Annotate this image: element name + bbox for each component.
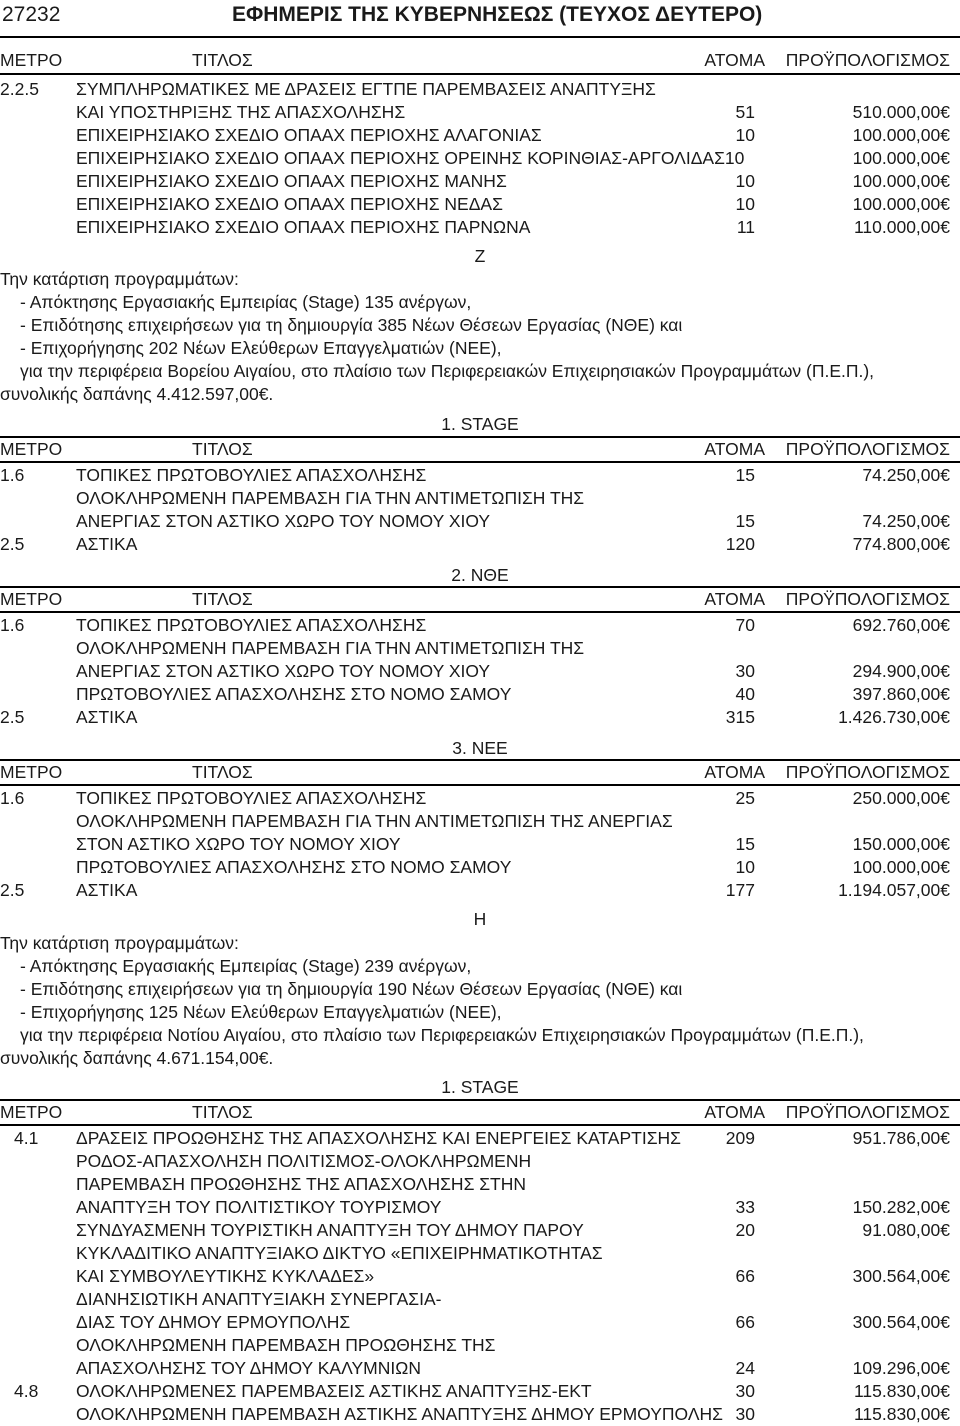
row-title: ΑΝΕΡΓΙΑΣ ΣΤΟΝ ΑΣΤΙΚΟ ΧΩΡΟ ΤΟΥ ΝΟΜΟΥ ΧΙΟΥ [76,661,491,681]
row-title: ΕΠΙΧΕΙΡΗΣΙΑΚΟ ΣΧΕΔΙΟ ΟΠΑΑΧ ΠΕΡΙΟΧΗΣ ΑΛΑΓΟΝΙΑΣ [76,125,542,145]
header-rule [0,36,960,38]
table-row [0,683,960,706]
row-atoma: 33 [735,1197,755,1217]
row-budget: 300.564,00€ [852,1266,950,1286]
row-budget: 100.000,00€ [852,171,950,191]
row-atoma: 25 [735,788,755,808]
table-row [0,1173,960,1196]
row-title: ΑΣΤΙΚΑ [76,880,138,900]
page-number: 27232 [2,3,61,26]
table-row [0,101,960,124]
row-budget: 774.800,00€ [852,534,950,554]
table-row [0,510,960,533]
row-budget: 100.000,00€ [852,125,950,145]
table-row [0,216,960,239]
col-title: ΤΙΤΛΟΣ [192,589,253,609]
table-row [0,170,960,193]
row-budget: 397.860,00€ [852,684,950,704]
table-row [0,193,960,216]
rule [0,461,960,463]
row-metro: 1.6 [0,788,25,808]
row-title: ΕΠΙΧΕΙΡΗΣΙΑΚΟ ΣΧΕΔΙΟ ΟΠΑΑΧ ΠΕΡΙΟΧΗΣ ΜΑΝΗΣ [76,171,507,191]
col-metro: ΜΕΤΡΟ [0,439,63,459]
row-atoma: 10 [735,125,755,145]
row-title: ΔΙΑΝΗΣΙΩΤΙΚΗ ΑΝΑΠΤΥΞΙΑΚΗ ΣΥΝΕΡΓΑΣΙΑ- [76,1289,442,1309]
col-title: ΤΙΤΛΟΣ [192,762,253,782]
col-budget: ΠΡΟΫΠΟΛΟΓΙΣΜΟΣ [785,762,950,782]
section-h-stage-heading: 1. STAGE [441,1077,519,1097]
row-atoma: 70 [735,615,755,635]
table-row [0,1219,960,1242]
col-atoma: ΑΤΟΜΑ [704,762,765,782]
row-metro: 2.5 [0,880,25,900]
col-budget: ΠΡΟΫΠΟΛΟΓΙΣΜΟΣ [785,589,950,609]
row-title: ΡΟΔΟΣ-ΑΠΑΣΧΟΛΗΣΗ ΠΟΛΙΤΙΣΜΟΣ-ΟΛΟΚΛΗΡΩΜΕΝΗ [76,1151,532,1171]
col-budget: ΠΡΟΫΠΟΛΟΓΙΣΜΟΣ [785,50,950,70]
row-atoma: 10 [735,171,755,191]
section-z-bullet-2: - Επιδότησης επιχειρήσεων για τη δημιουργία 385 Νέων Θέσεων Εργασίας (ΝΘΕ) και [20,315,683,335]
section-z-cost: συνολικής δαπάνης 4.412.597,00€. [0,384,274,404]
row-metro: 2.5 [0,534,25,554]
row-budget: 150.282,00€ [852,1197,950,1217]
row-metro: 1.6 [0,465,25,485]
table-row [0,533,960,556]
row-budget: 100.000,00€ [852,857,950,877]
row-title: ΤΟΠΙΚΕΣ ΠΡΩΤΟΒΟΥΛΙΕΣ ΑΠΑΣΧΟΛΗΣΗΣ [76,788,427,808]
row-budget: 110.000,00€ [853,217,950,237]
row-atoma: 66 [735,1312,755,1332]
table-row [0,78,960,101]
row-title: ΟΛΟΚΛΗΡΩΜΕΝΗ ΠΑΡΕΜΒΑΣΗ ΑΣΤΙΚΗΣ ΑΝΑΠΤΥΞΗΣ ΔΗΜΟΥ ΕΡΜΟΥΠΟΛΗΣ [76,1404,723,1424]
table-row [0,464,960,487]
row-title: ΑΝΑΠΤΥΞΗ ΤΟΥ ΠΟΛΙΤΙΣΤΙΚΟΥ ΤΟΥΡΙΣΜΟΥ [76,1197,442,1217]
column-header-rule [0,73,960,75]
col-metro: ΜΕΤΡΟ [0,50,63,70]
gazette-title: ΕΦΗΜΕΡΙΣ ΤΗΣ ΚΥΒΕΡΝΗΣΕΩΣ (ΤΕΥΧΟΣ ΔΕΥΤΕΡΟ) [232,3,763,26]
section-z-bullet-3: - Επιχορήγησης 202 Νέων Ελεύθερων Επαγγελματιών (ΝΕΕ), [20,338,502,358]
table-row [0,706,960,729]
row-atoma: 20 [735,1220,755,1240]
row-title: ΑΣΤΙΚΑ [76,707,138,727]
row-atoma: 30 [735,661,755,681]
col-title: ΤΙΤΛΟΣ [192,439,253,459]
row-title: ΣΥΜΠΛΗΡΩΜΑΤΙΚΕΣ ΜΕ ΔΡΑΣΕΙΣ ΕΓΤΠΕ ΠΑΡΕΜΒΑΣΕΙΣ ΑΝΑΠΤΥΞΗΣ [76,79,656,99]
row-budget: 74.250,00€ [862,465,950,485]
row-budget: 1.194.057,00€ [838,880,950,900]
row-title: ΚΑΙ ΥΠΟΣΤΗΡΙΞΗΣ ΤΗΣ ΑΠΑΣΧΟΛΗΣΗΣ [76,102,406,122]
table-row [0,833,960,856]
row-atoma: 10 [735,194,755,214]
table-row [0,1403,960,1426]
row-budget: 294.900,00€ [852,661,950,681]
row-budget: 115.830,00€ [853,1381,950,1401]
section-h-bullet-3: - Επιχορήγησης 125 Νέων Ελεύθερων Επαγγελματιών (ΝΕΕ), [20,1002,502,1022]
row-budget: 115.830,00€ [853,1404,950,1424]
row-title: ΕΠΙΧΕΙΡΗΣΙΑΚΟ ΣΧΕΔΙΟ ΟΠΑΑΧ ΠΕΡΙΟΧΗΣ ΠΑΡΝΩΝΑ [76,217,531,237]
column-header [0,761,960,784]
section-h-cost: συνολικής δαπάνης 4.671.154,00€. [0,1048,274,1068]
section-z-nee-heading: 3. ΝΕΕ [452,738,508,758]
row-title: ΟΛΟΚΛΗΡΩΜΕΝΗ ΠΑΡΕΜΒΑΣΗ ΓΙΑ ΤΗΝ ΑΝΤΙΜΕΤΩΠΙΣΗ ΤΗΣ [76,638,585,658]
col-atoma: ΑΤΟΜΑ [704,439,765,459]
table-row [0,1380,960,1403]
row-title: ΠΡΩΤΟΒΟΥΛΙΕΣ ΑΠΑΣΧΟΛΗΣΗΣ ΣΤΟ ΝΟΜΟ ΣΑΜΟΥ [76,857,512,877]
column-header [0,49,960,72]
table-row [0,487,960,510]
col-metro: ΜΕΤΡΟ [0,1102,63,1122]
table-row [0,856,960,879]
row-atoma: 15 [735,834,755,854]
column-header [0,438,960,461]
table-row [0,1265,960,1288]
row-title: ΠΑΡΕΜΒΑΣΗ ΠΡΟΩΘΗΣΗΣ ΤΗΣ ΑΠΑΣΧΟΛΗΣΗΣ ΣΤΗΝ [76,1174,527,1194]
rule [0,611,960,613]
row-title: ΣΤΟΝ ΑΣΤΙΚΟ ΧΩΡΟ ΤΟΥ ΝΟΜΟΥ ΧΙΟΥ [76,834,401,854]
col-metro: ΜΕΤΡΟ [0,589,63,609]
row-title: ΕΠΙΧΕΙΡΗΣΙΑΚΟ ΣΧΕΔΙΟ ΟΠΑΑΧ ΠΕΡΙΟΧΗΣ ΝΕΔΑΣ [76,194,503,214]
row-atoma: 209 [725,1128,755,1148]
row-budget: 300.564,00€ [852,1312,950,1332]
row-metro: 2.2.5 [0,79,39,99]
table-row [0,879,960,902]
table-row [0,1150,960,1173]
row-metro: 1.6 [0,615,25,635]
section-z-stage-heading: 1. STAGE [441,414,519,434]
table-row [0,1357,960,1380]
row-title: ΠΡΩΤΟΒΟΥΛΙΕΣ ΑΠΑΣΧΟΛΗΣΗΣ ΣΤΟ ΝΟΜΟ ΣΑΜΟΥ [76,684,512,704]
table-row [0,660,960,683]
row-metro: 4.8 [14,1381,39,1401]
row-title: ΕΠΙΧΕΙΡΗΣΙΑΚΟ ΣΧΕΔΙΟ ΟΠΑΑΧ ΠΕΡΙΟΧΗΣ ΟΡΕΙΝΗΣ ΚΟΡΙΝΘΙΑΣ-ΑΡΓΟΛΙΔΑΣ10 [76,148,745,168]
col-metro: ΜΕΤΡΟ [0,762,63,782]
section-z-nthe-heading: 2. ΝΘΕ [451,565,509,585]
table-row [0,147,960,170]
column-header [0,588,960,611]
section-h-intro: Την κατάρτιση προγραμμάτων: [0,933,239,953]
row-budget: 74.250,00€ [862,511,950,531]
row-title: ΑΝΕΡΓΙΑΣ ΣΤΟΝ ΑΣΤΙΚΟ ΧΩΡΟ ΤΟΥ ΝΟΜΟΥ ΧΙΟΥ [76,511,491,531]
col-atoma: ΑΤΟΜΑ [704,1102,765,1122]
row-atoma: 66 [735,1266,755,1286]
section-h-region: για την περιφέρεια Νοτίου Αιγαίου, στο πλαίσιο των Περιφερειακών Επιχειρησιακών Προγραμμάτων (Π.Ε.Π.), [20,1025,864,1045]
table-row [0,124,960,147]
table-row [0,787,960,810]
row-title: ΚΑΙ ΣΥΜΒΟΥΛΕΥΤΙΚΗΣ ΚΥΚΛΑΔΕΣ» [76,1266,375,1286]
row-title: ΤΟΠΙΚΕΣ ΠΡΩΤΟΒΟΥΛΙΕΣ ΑΠΑΣΧΟΛΗΣΗΣ [76,615,427,635]
row-title: ΣΥΝΔΥΑΣΜΕΝΗ ΤΟΥΡΙΣΤΙΚΗ ΑΝΑΠΤΥΞΗ ΤΟΥ ΔΗΜΟΥ ΠΑΡΟΥ [76,1220,584,1240]
section-h-bullet-1: - Απόκτησης Εργασιακής Εμπειρίας (Stage) 239 ανέργων, [20,956,472,976]
rule [0,1124,960,1126]
row-budget: 951.786,00€ [852,1128,950,1148]
row-budget: 250.000,00€ [852,788,950,808]
table-row [0,614,960,637]
row-atoma: 120 [725,534,755,554]
row-budget: 1.426.730,00€ [838,707,950,727]
rule [0,784,960,786]
table-row [0,1242,960,1265]
row-budget: 100.000,00€ [852,148,950,168]
row-budget: 150.000,00€ [852,834,950,854]
row-budget: 510.000,00€ [852,102,950,122]
row-title: ΟΛΟΚΛΗΡΩΜΕΝΗ ΠΑΡΕΜΒΑΣΗ ΓΙΑ ΤΗΝ ΑΝΤΙΜΕΤΩΠΙΣΗ ΤΗΣ [76,488,585,508]
row-budget: 91.080,00€ [862,1220,950,1240]
table-row [0,1288,960,1311]
table-row [0,1334,960,1357]
section-letter-h: Η [473,909,487,929]
section-letter-z: Ζ [474,246,486,266]
col-title: ΤΙΤΛΟΣ [192,1102,253,1122]
row-atoma: 10 [735,857,755,877]
table-row [0,810,960,833]
row-atoma: 30 [735,1381,755,1401]
row-title: ΑΣΤΙΚΑ [76,534,138,554]
section-h-bullet-2: - Επιδότησης επιχειρήσεων για τη δημιουργία 190 Νέων Θέσεων Εργασίας (ΝΘΕ) και [20,979,683,999]
row-atoma: 30 [735,1404,755,1424]
row-metro: 2.5 [0,707,25,727]
col-atoma: ΑΤΟΜΑ [704,589,765,609]
column-header [0,1101,960,1124]
table-row [0,1127,960,1150]
row-atoma: 177 [725,880,755,900]
table-row [0,1311,960,1334]
row-atoma: 40 [735,684,755,704]
col-atoma: ΑΤΟΜΑ [704,50,765,70]
table-row [0,637,960,660]
col-budget: ΠΡΟΫΠΟΛΟΓΙΣΜΟΣ [785,1102,950,1122]
row-budget: 100.000,00€ [852,194,950,214]
row-title: ΑΠΑΣΧΟΛΗΣΗΣ ΤΟΥ ΔΗΜΟΥ ΚΑΛΥΜΝΙΩΝ [76,1358,421,1378]
row-title: ΟΛΟΚΛΗΡΩΜΕΝΗ ΠΑΡΕΜΒΑΣΗ ΓΙΑ ΤΗΝ ΑΝΤΙΜΕΤΩΠΙΣΗ ΤΗΣ ΑΝΕΡΓΙΑΣ [76,811,673,831]
section-z-bullet-1: - Απόκτησης Εργασιακής Εμπειρίας (Stage) 135 ανέργων, [20,292,472,312]
row-atoma: 315 [725,707,755,727]
row-title: ΟΛΟΚΛΗΡΩΜΕΝΗ ΠΑΡΕΜΒΑΣΗ ΠΡΟΩΘΗΣΗΣ ΤΗΣ [76,1335,496,1355]
row-title: ΔΙΑΣ ΤΟΥ ΔΗΜΟΥ ΕΡΜΟΥΠΟΛΗΣ [76,1312,351,1332]
table-row [0,1196,960,1219]
section-z-region: για την περιφέρεια Βορείου Αιγαίου, στο πλαίσιο των Περιφερειακών Επιχειρησιακών Προγραμμάτων (Π.Ε.Π.), [20,361,875,381]
row-atoma: 24 [735,1358,755,1378]
section-z-intro: Την κατάρτιση προγραμμάτων: [0,269,239,289]
row-budget: 692.760,00€ [852,615,950,635]
row-budget: 109.296,00€ [852,1358,950,1378]
col-budget: ΠΡΟΫΠΟΛΟΓΙΣΜΟΣ [785,439,950,459]
row-metro: 4.1 [14,1128,39,1148]
row-atoma: 15 [735,465,755,485]
row-title: ΟΛΟΚΛΗΡΩΜΕΝΕΣ ΠΑΡΕΜΒΑΣΕΙΣ ΑΣΤΙΚΗΣ ΑΝΑΠΤΥΞΗΣ-ΕΚΤ [76,1381,592,1401]
row-atoma: 15 [735,511,755,531]
row-atoma: 11 [736,217,755,237]
row-atoma: 51 [735,102,755,122]
row-title: ΤΟΠΙΚΕΣ ΠΡΩΤΟΒΟΥΛΙΕΣ ΑΠΑΣΧΟΛΗΣΗΣ [76,465,427,485]
row-title: ΚΥΚΛΑΔΙΤΙΚΟ ΑΝΑΠΤΥΞΙΑΚΟ ΔΙΚΤΥΟ «ΕΠΙΧΕΙΡΗΜΑΤΙΚΟΤΗΤΑΣ [76,1243,603,1263]
row-title: ΔΡΑΣΕΙΣ ΠΡΟΩΘΗΣΗΣ ΤΗΣ ΑΠΑΣΧΟΛΗΣΗΣ ΚΑΙ ΕΝΕΡΓΕΙΕΣ ΚΑΤΑΡΤΙΣΗΣ [76,1128,681,1148]
col-title: ΤΙΤΛΟΣ [192,50,253,70]
